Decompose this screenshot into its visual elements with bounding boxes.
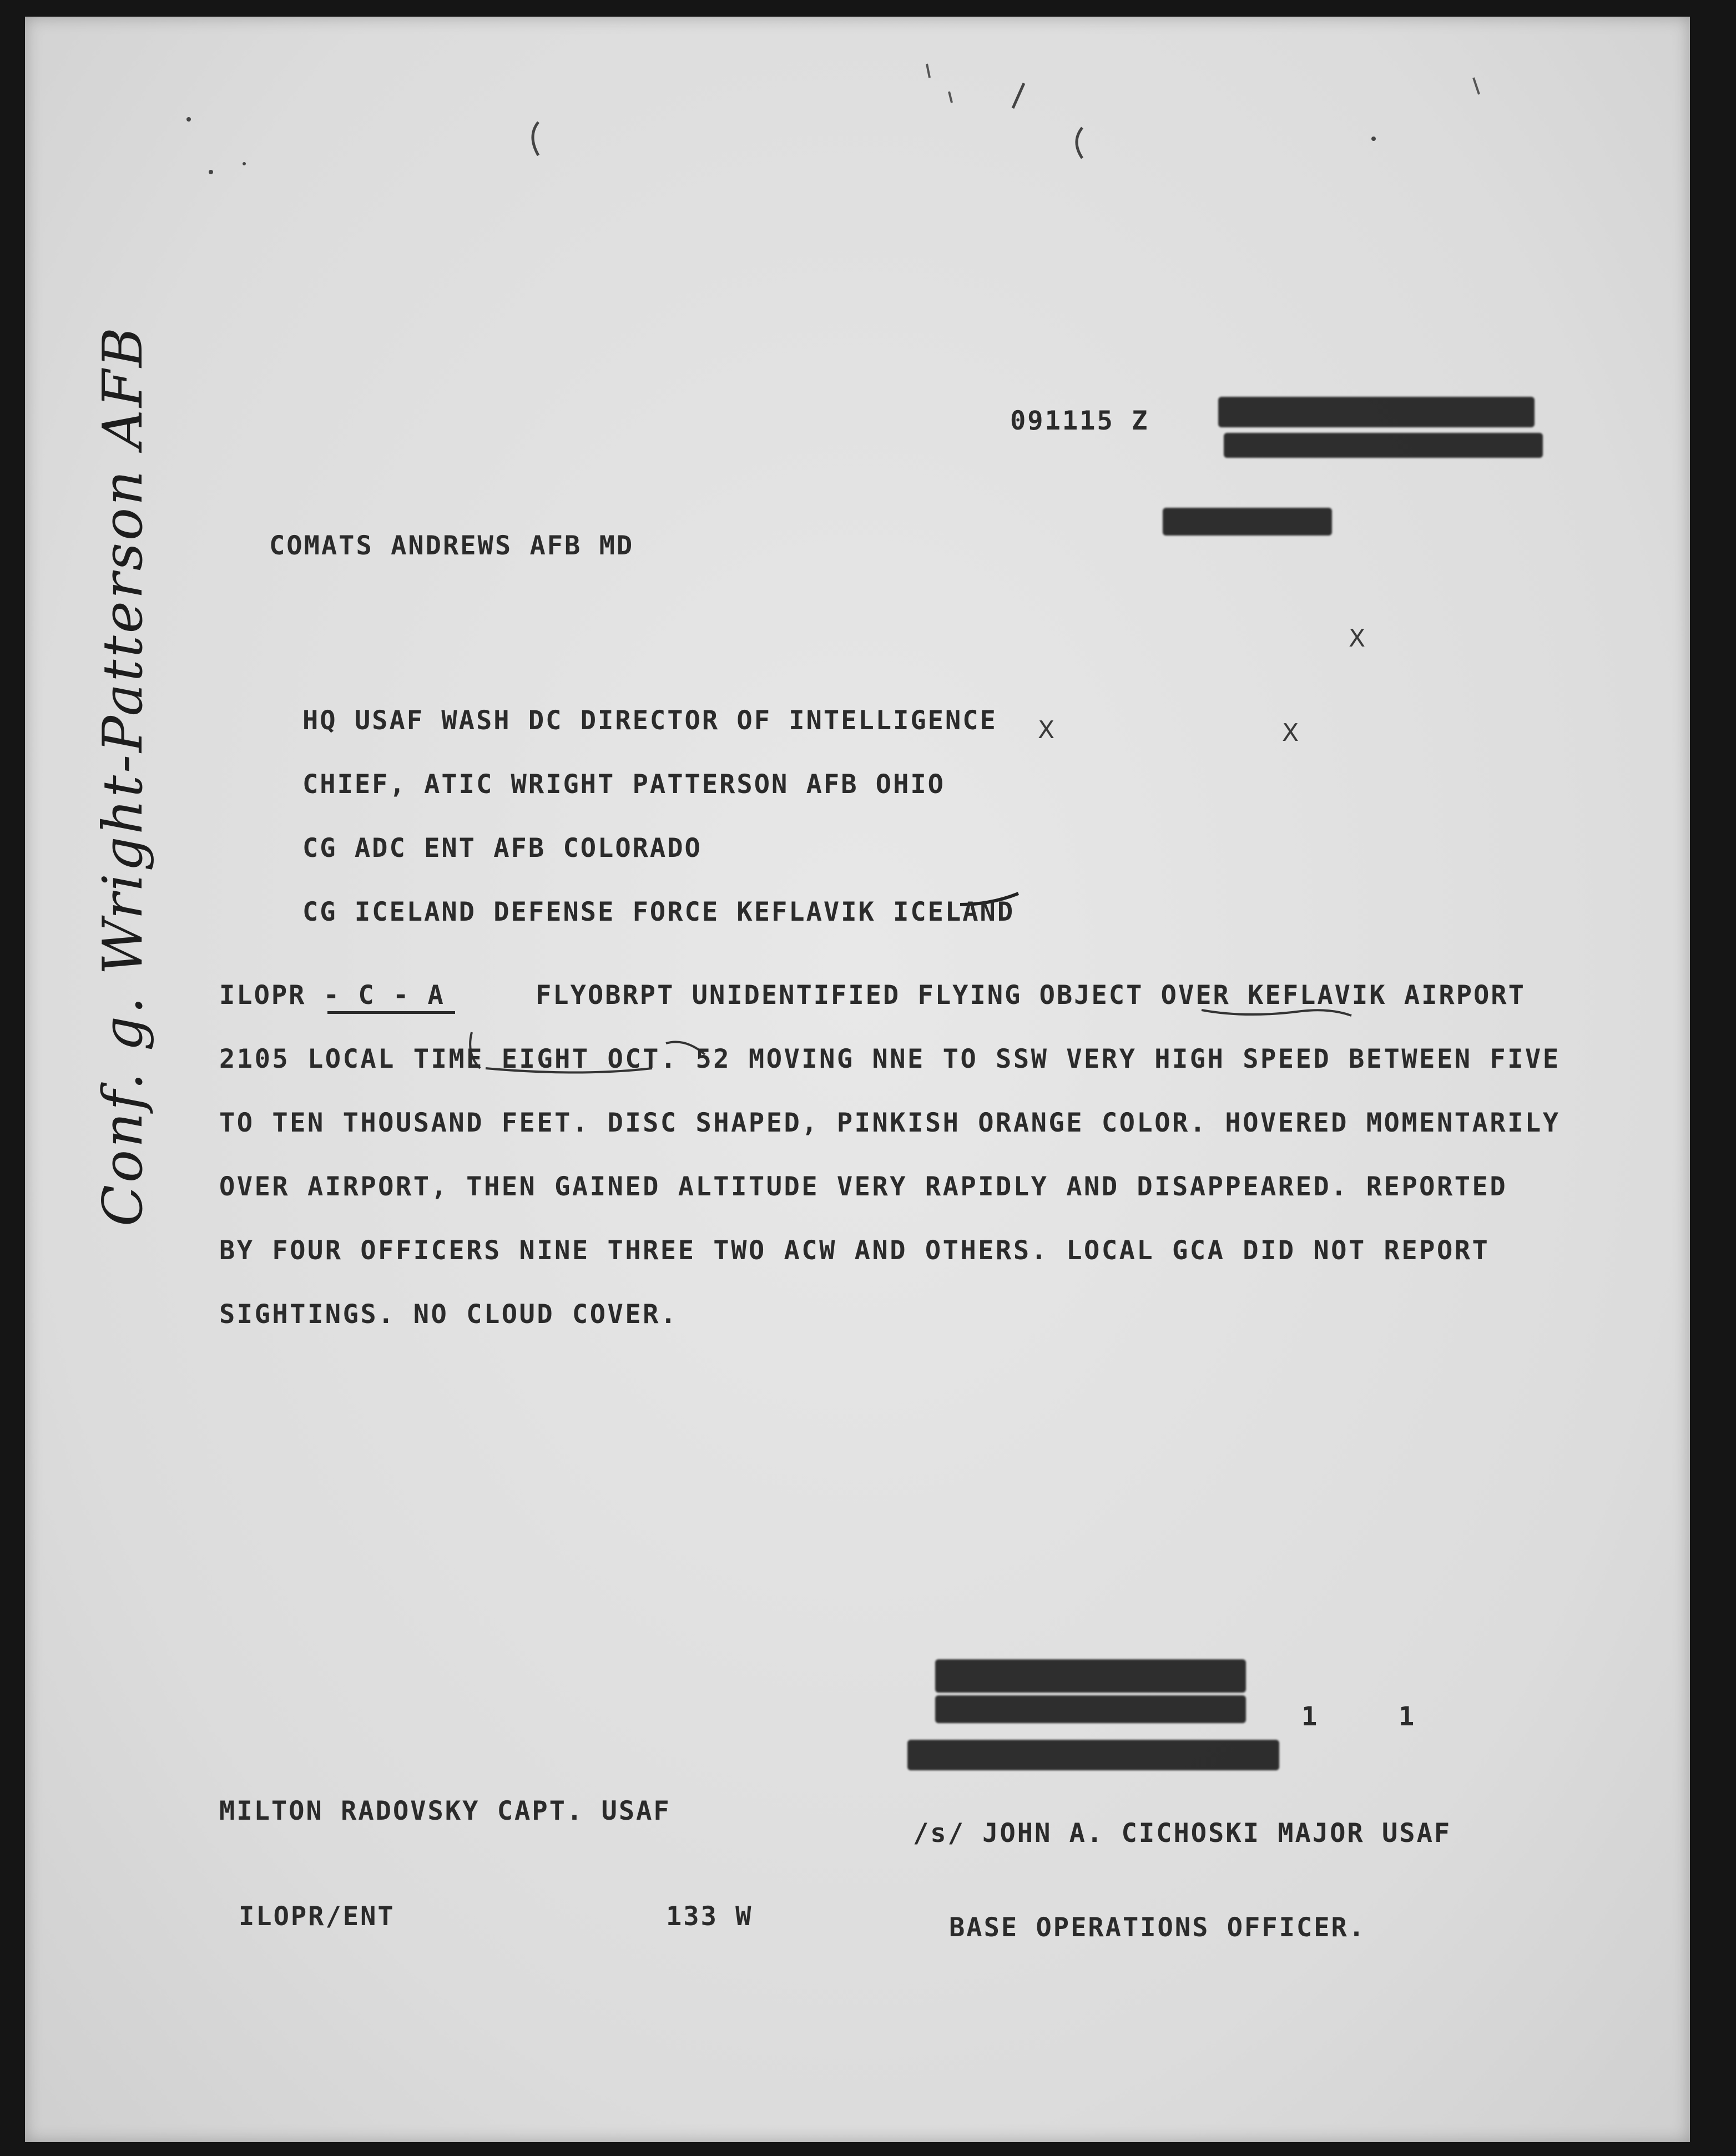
redaction-block — [1224, 433, 1543, 458]
page-number: 1 — [1399, 1701, 1416, 1732]
redaction-block — [907, 1740, 1279, 1770]
date-time-group: 091115 Z — [1010, 406, 1149, 436]
office-symbol: ILOPR/ENT — [239, 1901, 395, 1932]
body-line: 2105 LOCAL TIME EIGHT OCT. 52 MOVING NNE TO SSW VERY HIGH SPEED BETWEEN FIVE — [219, 1044, 1561, 1074]
redaction-block — [935, 1659, 1246, 1693]
addressee-line: CHIEF, ATIC WRIGHT PATTERSON AFB OHIO — [302, 769, 945, 800]
body-line: BY FOUR OFFICERS NINE THREE TWO ACW AND OTHERS. LOCAL GCA DID NOT REPORT — [219, 1235, 1490, 1266]
page-number: 1 — [1301, 1701, 1319, 1732]
x-mark: X — [1349, 624, 1366, 653]
redaction-block — [1163, 508, 1332, 536]
message-reference: ILOPR - C - A — [219, 980, 445, 1011]
phone-extension: 133 W — [666, 1901, 753, 1932]
body-line: SIGHTINGS. NO CLOUD COVER. — [219, 1299, 678, 1330]
document-page — [25, 17, 1690, 2142]
addressee-line: CG ICELAND DEFENSE FORCE KEFLAVIK ICELAND — [302, 897, 1015, 927]
handwritten-annotation: Conf. g. Wright-Patterson AFB — [92, 325, 155, 1226]
addressee-line: CG ADC ENT AFB COLORADO — [302, 833, 702, 864]
redaction-block — [1218, 397, 1535, 427]
x-mark: X — [1282, 719, 1299, 747]
signer-title: BASE OPERATIONS OFFICER. — [949, 1912, 1366, 1943]
body-line: OVER AIRPORT, THEN GAINED ALTITUDE VERY RAPIDLY AND DISAPPEARED. REPORTED — [219, 1172, 1508, 1202]
reference-underline — [327, 1011, 455, 1014]
signature-line: /s/ JOHN A. CICHOSKI MAJOR USAF — [913, 1818, 1452, 1849]
x-mark: X — [1038, 716, 1055, 744]
addressee-line: HQ USAF WASH DC DIRECTOR OF INTELLIGENCE — [302, 705, 997, 736]
redaction-block — [935, 1695, 1246, 1723]
body-line: TO TEN THOUSAND FEET. DISC SHAPED, PINKISH ORANGE COLOR. HOVERED MOMENTARILY — [219, 1108, 1561, 1138]
message-from: COMATS ANDREWS AFB MD — [269, 531, 634, 561]
originator-name: MILTON RADOVSKY CAPT. USAF — [219, 1796, 671, 1826]
body-line: FLYOBRPT UNIDENTIFIED FLYING OBJECT OVER KEFLAVIK AIRPORT — [536, 980, 1526, 1011]
